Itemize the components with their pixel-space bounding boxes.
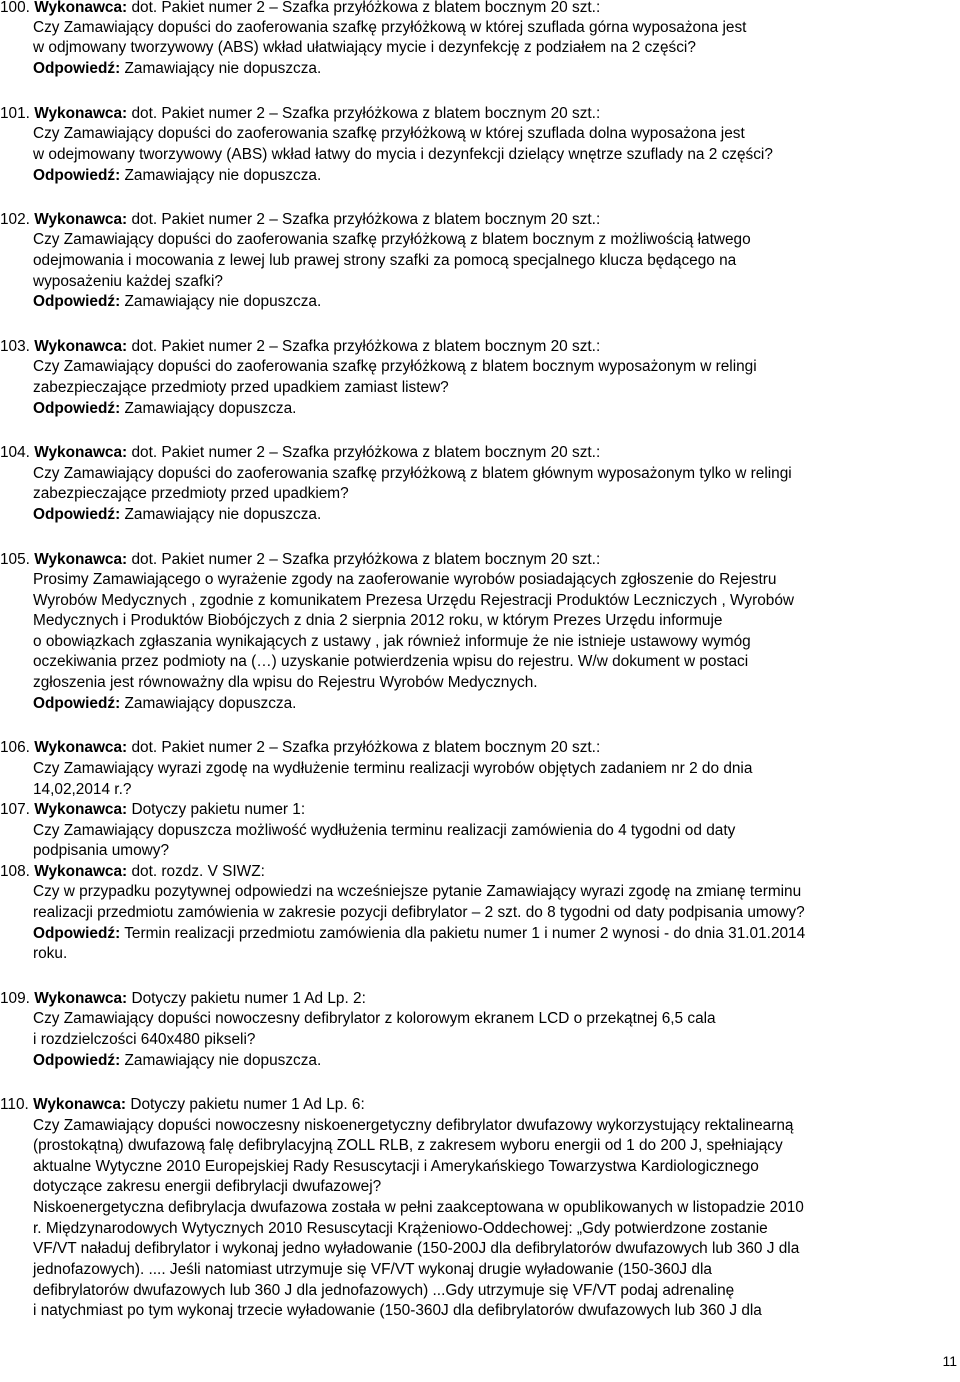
text-line bbox=[33, 1198, 804, 1218]
text-segment: Zamawiający nie dopuszcza. bbox=[120, 60, 322, 77]
text-line bbox=[33, 1157, 759, 1177]
text-line bbox=[33, 1051, 321, 1071]
text-segment: Czy w przypadku pozytywnej odpowiedzi na wcześniejsze pytanie Zamawiający wyrazi zgodę na zmianę terminu bbox=[33, 883, 802, 900]
bold-label: Odpowiedź: bbox=[33, 167, 121, 184]
text-segment: Czy Zamawiający dopuści do zaoferowania szafkę przyłóżkową w której szuflada górna wyposażona jest bbox=[33, 19, 747, 36]
text-segment: Zamawiający dopuszcza. bbox=[120, 695, 297, 712]
text-segment: Niskoenergetyczna defibrylacja dwufazowa została w pełni zaakceptowana w opublikowanych w listopadzie 2010 bbox=[33, 1199, 804, 1216]
text-line bbox=[33, 903, 805, 923]
text-line bbox=[33, 944, 67, 964]
bold-label: Wykonawca: bbox=[34, 801, 128, 818]
text-segment: 103. bbox=[0, 338, 35, 355]
text-segment: o obowiązkach zgłaszania wynikających z ustawy , jak również informuje że nie istnieje ustawowy wymóg bbox=[33, 633, 751, 650]
text-segment: Zamawiający nie dopuszcza. bbox=[120, 1052, 322, 1069]
text-segment: 106. bbox=[0, 739, 35, 756]
text-segment: Czy Zamawiający wyrazi zgodę na wydłużenie terminu realizacji wyrobów objętych zadaniem nr 2 do dnia bbox=[33, 760, 753, 777]
text-segment: zabezpieczające przedmioty przed upadkiem zamiast listew? bbox=[33, 379, 449, 396]
question-heading bbox=[0, 800, 305, 820]
text-segment: Dotyczy pakietu numer 1 Ad Lp. 6: bbox=[126, 1096, 365, 1113]
text-segment: w odjmowany tworzywowy (ABS) wkład ułatwiający mycie i dezynfekcję z podziałem na 2 części? bbox=[33, 39, 696, 56]
text-segment: 101. bbox=[0, 105, 35, 122]
text-segment: oczekiwania przez podmioty na (…) uzyskanie potwierdzenia wpisu do rejestru. W/w dokument w postaci bbox=[33, 653, 749, 670]
text-segment: dot. Pakiet numer 2 – Szafka przyłóżkowa z blatem bocznym 20 szt.: bbox=[127, 105, 601, 122]
text-line bbox=[33, 673, 538, 693]
bold-label: Odpowiedź: bbox=[33, 400, 121, 417]
question-heading bbox=[0, 738, 600, 758]
text-line bbox=[33, 570, 776, 590]
text-segment: Dotyczy pakietu numer 1: bbox=[127, 801, 306, 818]
bold-label: Odpowiedź: bbox=[33, 506, 121, 523]
page-number: 11 bbox=[942, 1353, 957, 1369]
question-heading bbox=[0, 0, 600, 18]
bold-label: Wykonawca: bbox=[34, 444, 128, 461]
text-segment: dot. Pakiet numer 2 – Szafka przyłóżkowa z blatem bocznym 20 szt.: bbox=[127, 739, 601, 756]
bold-label: Wykonawca: bbox=[34, 990, 128, 1007]
text-segment: wyposażeniu każdej szafki? bbox=[33, 273, 223, 290]
text-line bbox=[33, 1177, 381, 1197]
text-segment: Czy Zamawiający dopuści do zaoferowania szafkę przyłóżkową z blatem bocznym z możliwością łatwego bbox=[33, 231, 751, 248]
text-segment: podpisania umowy? bbox=[33, 842, 170, 859]
text-line bbox=[33, 292, 321, 312]
question-heading bbox=[0, 550, 600, 570]
text-segment: dot. Pakiet numer 2 – Szafka przyłóżkowa z blatem bocznym 20 szt.: bbox=[127, 338, 601, 355]
text-line bbox=[33, 18, 746, 38]
text-segment: dot. Pakiet numer 2 – Szafka przyłóżkowa z blatem bocznym 20 szt.: bbox=[127, 444, 601, 461]
question-heading bbox=[0, 104, 600, 124]
text-line bbox=[33, 1009, 716, 1029]
text-segment: Zamawiający dopuszcza. bbox=[120, 400, 297, 417]
text-line bbox=[33, 1136, 783, 1156]
bold-label: Wykonawca: bbox=[33, 1096, 127, 1113]
text-segment: odejmowania i mocowania z lewej lub prawej strony szafki za pomocą specjalnego klucza będącego na bbox=[33, 252, 737, 269]
text-segment: w odejmowany tworzywowy (ABS) wkład łatwy do mycia i dezynfekcji dzielący wnętrze szuflady na 2 części? bbox=[33, 146, 773, 163]
text-segment: 14,02,2014 r.? bbox=[33, 781, 132, 798]
text-segment: Zamawiający nie dopuszcza. bbox=[120, 293, 322, 310]
text-segment: realizacji przedmiotu zamówienia w zakresie pozycji defibrylator – 2 szt. do 8 tygodni od daty podpisania umowy? bbox=[33, 904, 805, 921]
text-line bbox=[33, 1301, 762, 1321]
text-line bbox=[33, 505, 321, 525]
text-segment: Wyrobów Medycznych , zgodnie z komunikatem Prezesa Urzędu Rejestracji Produktów Leczniczych , Wyrobów bbox=[33, 592, 795, 609]
text-segment: zabezpieczające przedmioty przed upadkiem? bbox=[33, 485, 349, 502]
bold-label: Odpowiedź: bbox=[33, 293, 121, 310]
bold-label: Wykonawca: bbox=[34, 551, 128, 568]
text-line bbox=[33, 59, 321, 79]
text-segment: dot. Pakiet numer 2 – Szafka przyłóżkowa z blatem bocznym 20 szt.: bbox=[127, 211, 601, 228]
question-heading bbox=[0, 862, 265, 882]
text-segment: dot. Pakiet numer 2 – Szafka przyłóżkowa z blatem bocznym 20 szt.: bbox=[127, 0, 601, 16]
text-segment: Czy Zamawiający dopuszcza możliwość wydłużenia terminu realizacji zamówienia do 4 tygodni od daty bbox=[33, 822, 736, 839]
bold-label: Wykonawca: bbox=[34, 739, 128, 756]
text-segment: i natychmiast po tym wykonaj trzecie wyładowanie (150-360J dla defibrylatorów dwufazowych lub 360 J dla bbox=[33, 1302, 762, 1319]
text-line bbox=[33, 694, 296, 714]
text-line bbox=[33, 38, 696, 58]
text-segment: Medycznych i Produktów Biobójczych z dnia 2 sierpnia 2012 roku, w którym Prezes Urzędu informuje bbox=[33, 612, 723, 629]
text-line bbox=[33, 251, 736, 271]
text-line bbox=[33, 1219, 768, 1239]
text-segment: Czy Zamawiający dopuści do zaoferowania szafkę przyłóżkową z blatem głównym wyposażonym tylko w relingi bbox=[33, 465, 792, 482]
bold-label: Wykonawca: bbox=[34, 0, 128, 16]
text-line bbox=[33, 1281, 734, 1301]
text-segment: Zamawiający nie dopuszcza. bbox=[120, 167, 322, 184]
text-segment: Prosimy Zamawiającego o wyrażenie zgody na zaoferowanie wyrobów posiadających zgłoszenie do Rejestru bbox=[33, 571, 777, 588]
text-segment: Termin realizacji przedmiotu zamówienia dla pakietu numer 1 i numer 2 wynosi - do dnia 31.01.2014 bbox=[120, 925, 806, 942]
text-line bbox=[33, 484, 349, 504]
text-segment: 100. bbox=[0, 0, 35, 16]
text-line bbox=[33, 882, 801, 902]
text-segment: 110. bbox=[0, 1096, 34, 1113]
bold-label: Wykonawca: bbox=[34, 211, 128, 228]
text-line bbox=[33, 1116, 793, 1136]
text-line bbox=[33, 166, 321, 186]
text-segment: Czy Zamawiający dopuści do zaoferowania szafkę przyłóżkową w której szuflada dolna wyposażona jest bbox=[33, 125, 745, 142]
bold-label: Odpowiedź: bbox=[33, 925, 121, 942]
text-segment: 102. bbox=[0, 211, 35, 228]
text-segment: Czy Zamawiający dopuści nowoczesny niskoenergetyczny defibrylator dwufazowy wykorzystujący rektalinearną bbox=[33, 1117, 794, 1134]
text-segment: r. Międzynarodowych Wytycznych 2010 Resuscytacji Krążeniowo-Oddechowej: „Gdy potwierdzone zostanie bbox=[33, 1220, 768, 1237]
text-line bbox=[33, 821, 735, 841]
text-line bbox=[33, 1030, 255, 1050]
text-line bbox=[33, 124, 745, 144]
bold-label: Wykonawca: bbox=[34, 863, 128, 880]
text-line bbox=[33, 399, 296, 419]
text-segment: zgłoszenia jest równoważny dla wpisu do Rejestru Wyrobów Medycznych. bbox=[33, 674, 538, 691]
text-line bbox=[33, 145, 773, 165]
text-line bbox=[33, 759, 752, 779]
text-line bbox=[33, 611, 722, 631]
text-segment: 107. bbox=[0, 801, 35, 818]
text-segment: VF/VT naładuj defibrylator i wykonaj jedno wyładowanie (150-200J dla defibrylatorów dwufazowych lub 360 J dla bbox=[33, 1240, 800, 1257]
question-heading bbox=[0, 337, 600, 357]
text-line bbox=[33, 230, 751, 250]
text-segment: 108. bbox=[0, 863, 35, 880]
text-segment: Zamawiający nie dopuszcza. bbox=[120, 506, 322, 523]
text-segment: Dotyczy pakietu numer 1 Ad Lp. 2: bbox=[127, 990, 366, 1007]
text-segment: 105. bbox=[0, 551, 35, 568]
text-segment: jednofazowych). .... Jeśli natomiast utrzymuje się VF/VT wykonaj drugie wyładowanie (150-360J dla bbox=[33, 1261, 712, 1278]
question-heading bbox=[0, 989, 366, 1009]
question-heading bbox=[0, 443, 600, 463]
text-line bbox=[33, 632, 751, 652]
text-segment: dot. Pakiet numer 2 – Szafka przyłóżkowa z blatem bocznym 20 szt.: bbox=[127, 551, 601, 568]
text-segment: 109. bbox=[0, 990, 35, 1007]
question-heading bbox=[0, 210, 600, 230]
text-line bbox=[33, 464, 792, 484]
bold-label: Odpowiedź: bbox=[33, 1052, 121, 1069]
text-line bbox=[33, 1239, 799, 1259]
text-segment: 104. bbox=[0, 444, 35, 461]
text-segment: dotyczące zakresu energii defibrylacji dwufazowej? bbox=[33, 1178, 382, 1195]
text-line bbox=[33, 591, 794, 611]
text-segment: defibrylatorów dwufazowych lub 360 J dla jednofazowych) ...Gdy utrzymuje się VF/VT podaj adrenalinę bbox=[33, 1282, 735, 1299]
bold-label: Wykonawca: bbox=[34, 338, 128, 355]
text-segment: Czy Zamawiający dopuści nowoczesny defibrylator z kolorowym ekranem LCD o przekątnej 6,5 cala bbox=[33, 1010, 716, 1027]
bold-label: Odpowiedź: bbox=[33, 695, 121, 712]
bold-label: Wykonawca: bbox=[34, 105, 128, 122]
question-heading bbox=[0, 1095, 365, 1115]
text-segment: dot. rozdz. V SIWZ: bbox=[127, 863, 265, 880]
text-line bbox=[33, 780, 131, 800]
text-line bbox=[33, 272, 223, 292]
text-line bbox=[33, 924, 805, 944]
text-segment: i rozdzielczości 640x480 pikseli? bbox=[33, 1031, 256, 1048]
text-line bbox=[33, 1260, 712, 1280]
text-line bbox=[33, 652, 748, 672]
text-segment: (prostokątną) dwufazową falę defibrylacyjną ZOLL RLB, z zakresem wyboru energii od 1 do 200 J, spełniający bbox=[33, 1137, 783, 1154]
text-line bbox=[33, 357, 757, 377]
text-segment: aktualne Wytyczne 2010 Europejskiej Rady Resuscytacji i Amerykańskiego Towarzystwa Kardiologicznego bbox=[33, 1158, 759, 1175]
text-line bbox=[33, 841, 169, 861]
text-segment: Czy Zamawiający dopuści do zaoferowania szafkę przyłóżkową z blatem bocznym wyposażonym w relingi bbox=[33, 358, 757, 375]
bold-label: Odpowiedź: bbox=[33, 60, 121, 77]
text-segment: roku. bbox=[33, 945, 68, 962]
text-line bbox=[33, 378, 449, 398]
